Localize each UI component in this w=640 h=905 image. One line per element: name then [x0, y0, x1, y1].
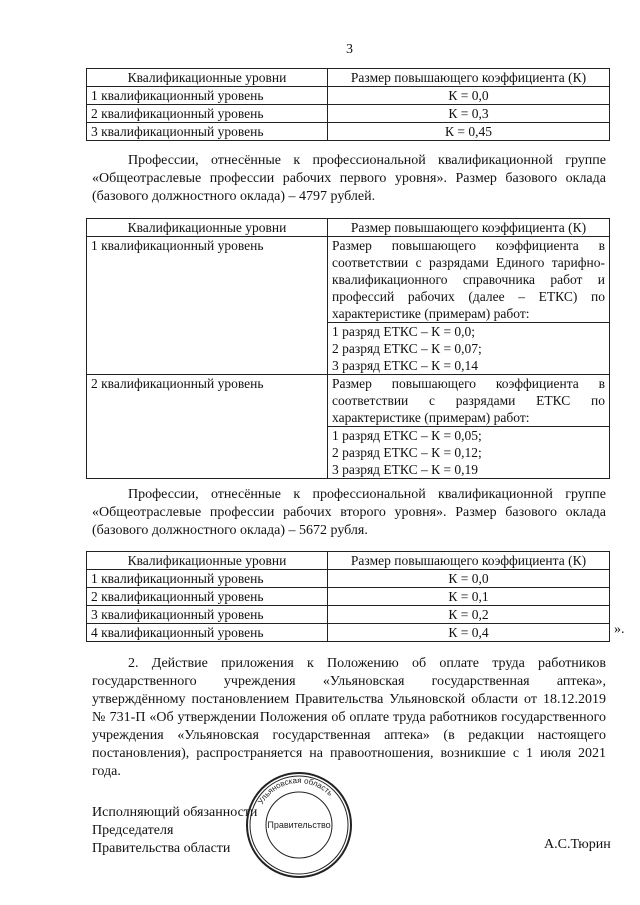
signature-block [92, 804, 257, 858]
official-stamp [244, 770, 354, 880]
paragraph-clause-2: 2. Действие приложения к Положению об оплате труда работников государственного учреждения «Ульяновская государственная аптека», утверждённому постановлением Правительства Ульяновской области от 18.12.2019 № 731-П «Об утверждении Положения об оплате труда работников государственного учреждения «Ульяновская государственная аптека» (в редакции настоящего постановления), распространяется на правоотношения, возникшие с 1 июля 2021 года. [92, 656, 606, 779]
coefficient-table-3 [86, 551, 610, 642]
grade-item: 3 разряд ЕТКС – К = 0,19 [332, 462, 479, 477]
table-cell: К = 0,0 [328, 87, 610, 105]
grade-item: 3 разряд ЕТКС – К = 0,14 [332, 358, 479, 373]
table-header-row [87, 552, 610, 570]
table-header-cell: Размер повышающего коэффициента (К) [328, 69, 610, 87]
table-header-cell: Квалификационные уровни [87, 219, 328, 237]
table-cell: 2 квалификационный уровень [87, 588, 328, 606]
table-cell: 4 квалификационный уровень [87, 624, 328, 642]
table-cell: 2 квалификационный уровень [87, 105, 328, 123]
table-row [87, 570, 610, 588]
table-row [87, 237, 610, 323]
table-header-row [87, 69, 610, 87]
table-cell: 1 квалификационный уровень [87, 237, 328, 375]
paragraph-group-2: Профессии, отнесённые к профессиональной квалификационной группе «Общеотраслевые профессии рабочих второго уровня». Размер базового оклада (базового должностного оклада) – 5672 рубля. [92, 487, 606, 538]
closing-quote: ». [614, 622, 625, 637]
table-cell: 1 квалификационный уровень [87, 87, 328, 105]
table-header-row [87, 219, 610, 237]
grade-item: 1 разряд ЕТКС – К = 0,0; [332, 324, 476, 339]
table-row [87, 105, 610, 123]
table-header-cell: Квалификационные уровни [87, 69, 328, 87]
table-row [87, 123, 610, 141]
table-cell [328, 427, 610, 479]
table-row [87, 87, 610, 105]
grade-item: 1 разряд ЕТКС – К = 0,05; [332, 428, 482, 443]
signatory-name: А.С.Тюрин [544, 837, 611, 852]
table-row [87, 588, 610, 606]
table-row [87, 375, 610, 427]
stamp-ring-text: Ульяновская область [256, 775, 335, 806]
table-cell: К = 0,2 [328, 606, 610, 624]
table-cell: 1 квалификационный уровень [87, 570, 328, 588]
table-cell: К = 0,1 [328, 588, 610, 606]
table-cell: Размер повышающего коэффициента в соответствии с разрядами Единого тарифно-квалификационного справочника работ и профессий рабочих (далее – ЕТКС) по характеристике (примерам) работ: [328, 237, 610, 323]
grade-item: 2 разряд ЕТКС – К = 0,07; [332, 341, 482, 356]
table-cell: 3 квалификационный уровень [87, 123, 328, 141]
signatory-title-line: Правительства области [92, 841, 231, 856]
signatory-title-line: Исполняющий обязанности [92, 805, 258, 820]
table-cell: К = 0,4 [328, 624, 610, 642]
table-header-cell: Размер повышающего коэффициента (К) [328, 219, 610, 237]
table-cell: К = 0,3 [328, 105, 610, 123]
table-header-cell: Размер повышающего коэффициента (К) [328, 552, 610, 570]
table-row [87, 606, 610, 624]
signatory-title-line: Председателя [92, 823, 174, 838]
table-cell: Размер повышающего коэффициента в соответствии с разрядами ЕТКС по характеристике (примерам) работ: [328, 375, 610, 427]
paragraph-group-1: Профессии, отнесённые к профессиональной квалификационной группе «Общеотраслевые профессии рабочих первого уровня». Размер базового оклада (базового должностного оклада) – 4797 рублей. [92, 153, 606, 204]
svg-text:Ульяновская область [256, 776, 334, 806]
grade-item: 2 разряд ЕТКС – К = 0,12; [332, 445, 482, 460]
table-cell: 2 квалификационный уровень [87, 375, 328, 479]
table-header-cell: Квалификационные уровни [87, 552, 328, 570]
table-cell: К = 0,0 [328, 570, 610, 588]
coefficient-table-1 [86, 68, 610, 141]
stamp-center-text: Правительство [267, 820, 331, 830]
table-row [87, 624, 610, 642]
table-cell: К = 0,45 [328, 123, 610, 141]
coefficient-table-2 [86, 218, 610, 479]
table-cell [328, 323, 610, 375]
table-cell: 3 квалификационный уровень [87, 606, 328, 624]
